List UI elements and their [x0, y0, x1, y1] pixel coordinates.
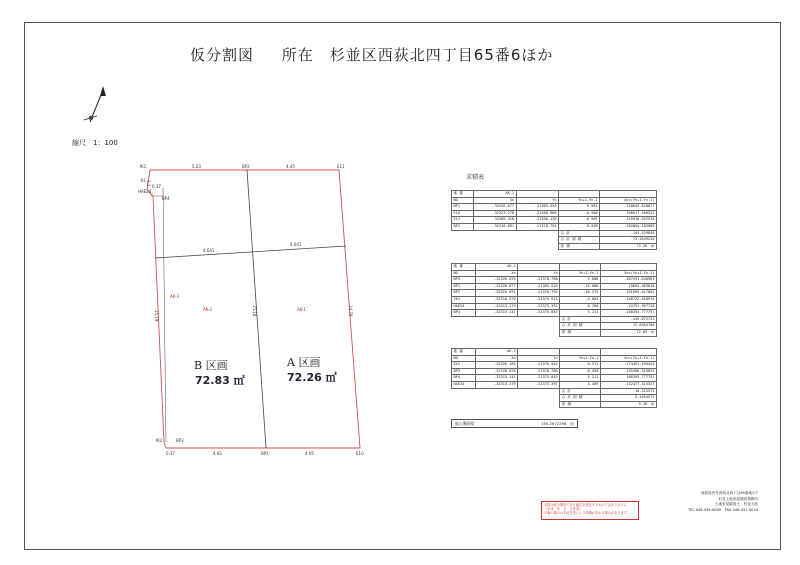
- calc-data-row-cell: 8.598: [559, 223, 600, 230]
- dim-top-left: 5.23: [192, 164, 201, 169]
- calc-data-row-cell: -168393.777751: [600, 310, 656, 317]
- dim-left-small: 1.1: [146, 180, 151, 187]
- calc-data-row-cell: 19603.463818: [600, 283, 656, 290]
- calc-data-row-cell: 8.901: [559, 204, 600, 211]
- calc-data-row-cell: -328644.620877: [600, 204, 657, 211]
- calc-lot-row-cell: [600, 264, 656, 271]
- calc-data-row-cell: BP1: [452, 204, 474, 211]
- calc-lot-row-cell: [559, 191, 600, 198]
- calc-header-row: [452, 270, 657, 277]
- calc-sum-row: [452, 329, 657, 336]
- lot-b-area: 72.83 ㎡: [195, 374, 245, 387]
- calc-lot-row-cell: [518, 349, 560, 356]
- calc-data-row-cell: IK2: [452, 362, 476, 369]
- calc-data-row: [452, 204, 657, 211]
- stamp-line-2: （平成 年 月 日作成）: [544, 507, 583, 511]
- calc-sum-label: 合 計 面 積: [560, 323, 601, 330]
- calc-data-row-cell: 145496.315625: [600, 368, 656, 375]
- dim-bottom-right: 4.05: [305, 451, 314, 456]
- calc-header-row-cell: Yn+1-Yn-1: [559, 197, 600, 204]
- dim-mid-left: 4.641: [203, 248, 215, 253]
- calc-data-row-cell: -21365.520: [516, 204, 558, 211]
- calc-data-row-cell: -4.603: [560, 296, 601, 303]
- calc-data-row-cell: BP2: [452, 223, 474, 230]
- calc-data-row: [452, 375, 657, 382]
- point-bottom-left-2: BP3: [176, 438, 184, 443]
- calc-sum-row: [452, 243, 657, 250]
- calc-data-row: [452, 217, 657, 224]
- calc-sum-label: 合 計: [560, 316, 601, 323]
- point-left-3: BP4: [162, 196, 170, 201]
- lot-b-name: B 区画: [194, 359, 228, 372]
- calc-header-row-cell: Yn: [518, 270, 560, 277]
- calc-data-row-cell: -21360.960: [516, 210, 558, 217]
- calc-data-row-cell: -24791.967718: [600, 303, 656, 310]
- calc-table-ak3: [451, 348, 657, 408]
- point-left-2: HAE24: [138, 189, 152, 194]
- calc-header-row-cell: NO: [452, 197, 474, 204]
- calc-data-row-cell: -6.498: [560, 368, 601, 375]
- office-company: 杉並土地家屋調査事務所: [718, 496, 758, 501]
- calc-data-row-cell: 5.606: [560, 277, 601, 284]
- calc-data-row-cell: -21370.944: [518, 362, 560, 369]
- calc-data-row-cell: -6.901: [559, 217, 600, 224]
- calc-data-row-cell: -21375.392: [518, 303, 560, 310]
- lot-a-name: A 区画: [287, 356, 321, 369]
- calc-data-row-cell: -21370.794: [516, 223, 558, 230]
- calc-header-row-cell: Xn: [476, 355, 518, 362]
- dim-right-vertical: 14.79: [348, 305, 353, 317]
- calc-header-row: [452, 355, 657, 362]
- calc-lot-row-cell: 地 番: [452, 191, 474, 198]
- calc-sum-label: 面 積: [560, 329, 601, 336]
- calc-data-row-cell: 158617.560522: [600, 210, 657, 217]
- calc-header-row-cell: Xn×(Yn+1-Yn-1): [600, 270, 656, 277]
- total-area-label: 総公簿面積: [455, 420, 474, 426]
- lot-label-b: AK-2: [203, 307, 212, 312]
- calc-lot-row-cell: AK-1: [474, 191, 516, 198]
- calc-lot-row-cell: [516, 191, 558, 198]
- calc-sum-label: 面 積: [559, 243, 600, 250]
- calc-data-row-cell: 6.211: [560, 362, 601, 369]
- calc-header-row-cell: Xn: [476, 270, 518, 277]
- lot-label-a: AK-1: [297, 307, 306, 312]
- calc-data-row-cell: -32313.279: [476, 303, 518, 310]
- calc-lot-row-cell: [600, 349, 656, 356]
- disclaimer-stamp: [541, 501, 639, 520]
- dim-mid-vertical: 15.18: [252, 305, 257, 317]
- calc-sum-row: [452, 323, 657, 330]
- calc-sum-value: 5.1654575: [600, 395, 656, 402]
- calc-data-row-cell: 4.409: [560, 381, 601, 388]
- calc-sum-row: [452, 388, 657, 395]
- calc-data-row-cell: -174491.194424: [600, 362, 656, 369]
- calc-data-row-cell: IK1: [452, 296, 476, 303]
- point-top-right: E11: [337, 164, 345, 169]
- calc-data-row-cell: -32315.141: [476, 375, 518, 382]
- calc-data-row: [452, 310, 657, 317]
- calc-data-row-cell: -21375.397: [518, 381, 560, 388]
- calc-sum-label: 合 計: [559, 230, 600, 237]
- calc-sum-value: 5.16 ㎡: [600, 401, 656, 408]
- calc-data-row-cell: BP4: [452, 375, 476, 382]
- lot-a-area: 72.26 ㎡: [287, 371, 337, 384]
- calc-data-row-cell: -307291.648963: [600, 277, 656, 284]
- calc-sum-label: 合 計 面 積: [559, 237, 600, 244]
- calc-data-row-cell: HAE24: [452, 303, 476, 310]
- calc-data-row-cell: E11: [452, 217, 474, 224]
- calc-data-row-cell: -182854.183909: [600, 223, 657, 230]
- calc-title: 求積表: [466, 174, 485, 181]
- calc-sum-row: [452, 237, 657, 244]
- calc-lot-row-cell: 地 番: [452, 349, 476, 356]
- calc-data-row-cell: -21370.786: [518, 277, 560, 284]
- point-left-1: K1: [141, 178, 147, 183]
- calc-sum-value: 72.8364706: [600, 323, 656, 330]
- calc-data-row-cell: 0.768: [560, 303, 601, 310]
- calc-data-row-cell: E10: [452, 210, 474, 217]
- division-line-horizontal: [155, 246, 346, 258]
- calc-data-row-cell: -15.008: [560, 283, 601, 290]
- total-area-value: 150.2672296 ㎡: [541, 420, 574, 426]
- calc-data-row-cell: HAE24: [452, 381, 476, 388]
- calc-data-row-cell: 148722.918910: [600, 296, 656, 303]
- dim-top-right: 4.45: [286, 164, 295, 169]
- calc-sum-label: 面 積: [560, 401, 601, 408]
- calc-lot-row: [452, 264, 657, 271]
- total-area-box: [451, 419, 578, 428]
- calc-data-row: [452, 277, 657, 284]
- calc-data-row-cell: BP4: [452, 310, 476, 317]
- calc-data-row-cell: BP1: [452, 283, 476, 290]
- calc-data-row-cell: -32326.184: [476, 362, 518, 369]
- calc-data-row: [452, 368, 657, 375]
- calc-data-row-cell: BP2: [452, 290, 476, 297]
- calc-data-row-cell: 168393.777751: [600, 375, 656, 382]
- dim-bottom-left: 4.65: [213, 451, 222, 456]
- point-top-mid: BP2: [242, 164, 250, 169]
- calc-data-row: [452, 362, 657, 369]
- calc-lot-row-cell: [600, 191, 657, 198]
- stamp-line-1: 本図は仮分筆図であり確定を保証するものではありません: [544, 503, 627, 507]
- calc-header-row-cell: Yn+1-Yn-1: [560, 355, 601, 362]
- calc-data-row-cell: -21365.520: [518, 283, 560, 290]
- lot-label-left: AK-3: [170, 294, 179, 299]
- calc-sum-label: 合 計: [560, 388, 601, 395]
- calc-sum-value: 72.83 ㎡: [600, 329, 656, 336]
- calc-data-row-cell: -32313.279: [476, 381, 518, 388]
- calc-lot-row-cell: AK-3: [476, 349, 518, 356]
- calc-data-row-cell: BP3: [452, 277, 476, 284]
- calc-lot-row-cell: AK-2: [476, 264, 518, 271]
- calc-data-row-cell: -32323.278: [474, 210, 516, 217]
- calc-header-row-cell: Yn+1-Yn-1: [560, 270, 601, 277]
- calc-header-row-cell: Yn: [518, 355, 560, 362]
- calc-data-row-cell: -21375.911: [518, 296, 560, 303]
- calc-data-row: [452, 303, 657, 310]
- title-left: 仮分割図: [190, 46, 255, 64]
- calc-header-row-cell: Xn: [474, 197, 516, 204]
- calc-data-row-cell: -32326.076: [476, 277, 518, 284]
- calc-lot-row-cell: [518, 264, 560, 271]
- calc-data-row: [452, 381, 657, 388]
- point-top-left: IK1: [140, 164, 147, 169]
- calc-table-ak2: [451, 263, 657, 337]
- dim-left-offset: 0.37: [152, 184, 161, 189]
- calc-data-row-cell: -5.211: [560, 375, 601, 382]
- dim-mid-right: 4.641: [290, 242, 302, 247]
- calc-sum-value: -144.529840: [600, 230, 657, 237]
- calc-data-row: [452, 283, 657, 290]
- calc-sum-label: 合 計 面 積: [560, 395, 601, 402]
- office-address: 西荻窪内外西荻北四丁目65番地の7: [700, 491, 758, 495]
- calc-data-row-cell: 331895.417662: [600, 290, 656, 297]
- calc-data-row-cell: -32309.318: [474, 217, 516, 224]
- calc-lot-row: [452, 191, 657, 198]
- dim-left-vertical: 15.19: [154, 310, 159, 322]
- office-person: 土地家屋調査士 杉並太郎: [714, 502, 758, 507]
- office-info: [654, 491, 758, 513]
- calc-data-row-cell: -32326.677: [474, 204, 516, 211]
- calc-data-row: [452, 223, 657, 230]
- calc-data-row: [452, 290, 657, 297]
- office-tel: TEL 048-439-0000 FAX 048-437-0034: [688, 507, 758, 512]
- calc-sum-row: [452, 230, 657, 237]
- calc-lot-row: [452, 349, 657, 356]
- calc-data-row-cell: -32326.076: [476, 368, 518, 375]
- title-right: 所在 杉並区西荻北四丁目65番6ほか: [281, 46, 554, 64]
- calc-sum-value: -10.315575: [600, 388, 656, 395]
- calc-data-row-cell: -6.908: [559, 210, 600, 217]
- calc-sum-value: 72.2649230: [600, 237, 657, 244]
- calc-data-row-cell: -32310.691: [474, 223, 516, 230]
- calc-data-row-cell: 319916.557516: [600, 217, 657, 224]
- calc-data-row-cell: -32310.370: [476, 296, 518, 303]
- calc-sum-value: -145.672741: [600, 316, 656, 323]
- calc-sum-row: [452, 401, 657, 408]
- calc-data-row: [452, 210, 657, 217]
- calc-data-row-cell: BP3: [452, 368, 476, 375]
- calc-header-row-cell: NO: [452, 270, 476, 277]
- calc-header-row-cell: Xn×(Yn+1-Yn-1): [600, 355, 656, 362]
- north-arrow-icon: [84, 86, 106, 122]
- calc-data-row-cell: -21375.045: [518, 310, 560, 317]
- calc-header-row-cell: NO: [452, 355, 476, 362]
- calc-data-row-cell: -142477.415327: [600, 381, 656, 388]
- dim-bottom-offset: 0.37: [166, 451, 175, 456]
- calc-header-row-cell: Xn×(Yn+1-Yn-1): [600, 197, 657, 204]
- calc-data-row-cell: -21375.045: [518, 375, 560, 382]
- calc-data-row-cell: -32310.691: [476, 290, 518, 297]
- calc-data-row-cell: 5.211: [560, 310, 601, 317]
- calc-data-row-cell: -21356.138: [516, 217, 558, 224]
- calc-data-row-cell: -21370.794: [518, 290, 560, 297]
- calc-data-row-cell: -32315.141: [476, 310, 518, 317]
- calc-data-row-cell: -10.272: [560, 290, 601, 297]
- scale-label: 縮尺 1：100: [72, 139, 118, 147]
- calc-sum-row: [452, 395, 657, 402]
- calc-lot-row-cell: [560, 264, 601, 271]
- calc-header-row: [452, 197, 657, 204]
- calc-data-row: [452, 296, 657, 303]
- calc-lot-row-cell: 地 番: [452, 264, 476, 271]
- point-bottom-left: IK2: [156, 438, 163, 443]
- calc-header-row-cell: Yn: [516, 197, 558, 204]
- point-bottom-right: E10: [356, 451, 364, 456]
- stamp-line-3: 分筆の場合は手続き等により面積が変わる場合があります: [544, 511, 627, 515]
- point-bottom-mid: BP1: [261, 451, 269, 456]
- calc-sum-row: [452, 316, 657, 323]
- calc-lot-row-cell: [560, 349, 601, 356]
- calc-table-ak1: [451, 190, 657, 250]
- calc-data-row-cell: -21370.786: [518, 368, 560, 375]
- calc-sum-value: 72.26 ㎡: [600, 243, 657, 250]
- calc-data-row-cell: -32326.677: [476, 283, 518, 290]
